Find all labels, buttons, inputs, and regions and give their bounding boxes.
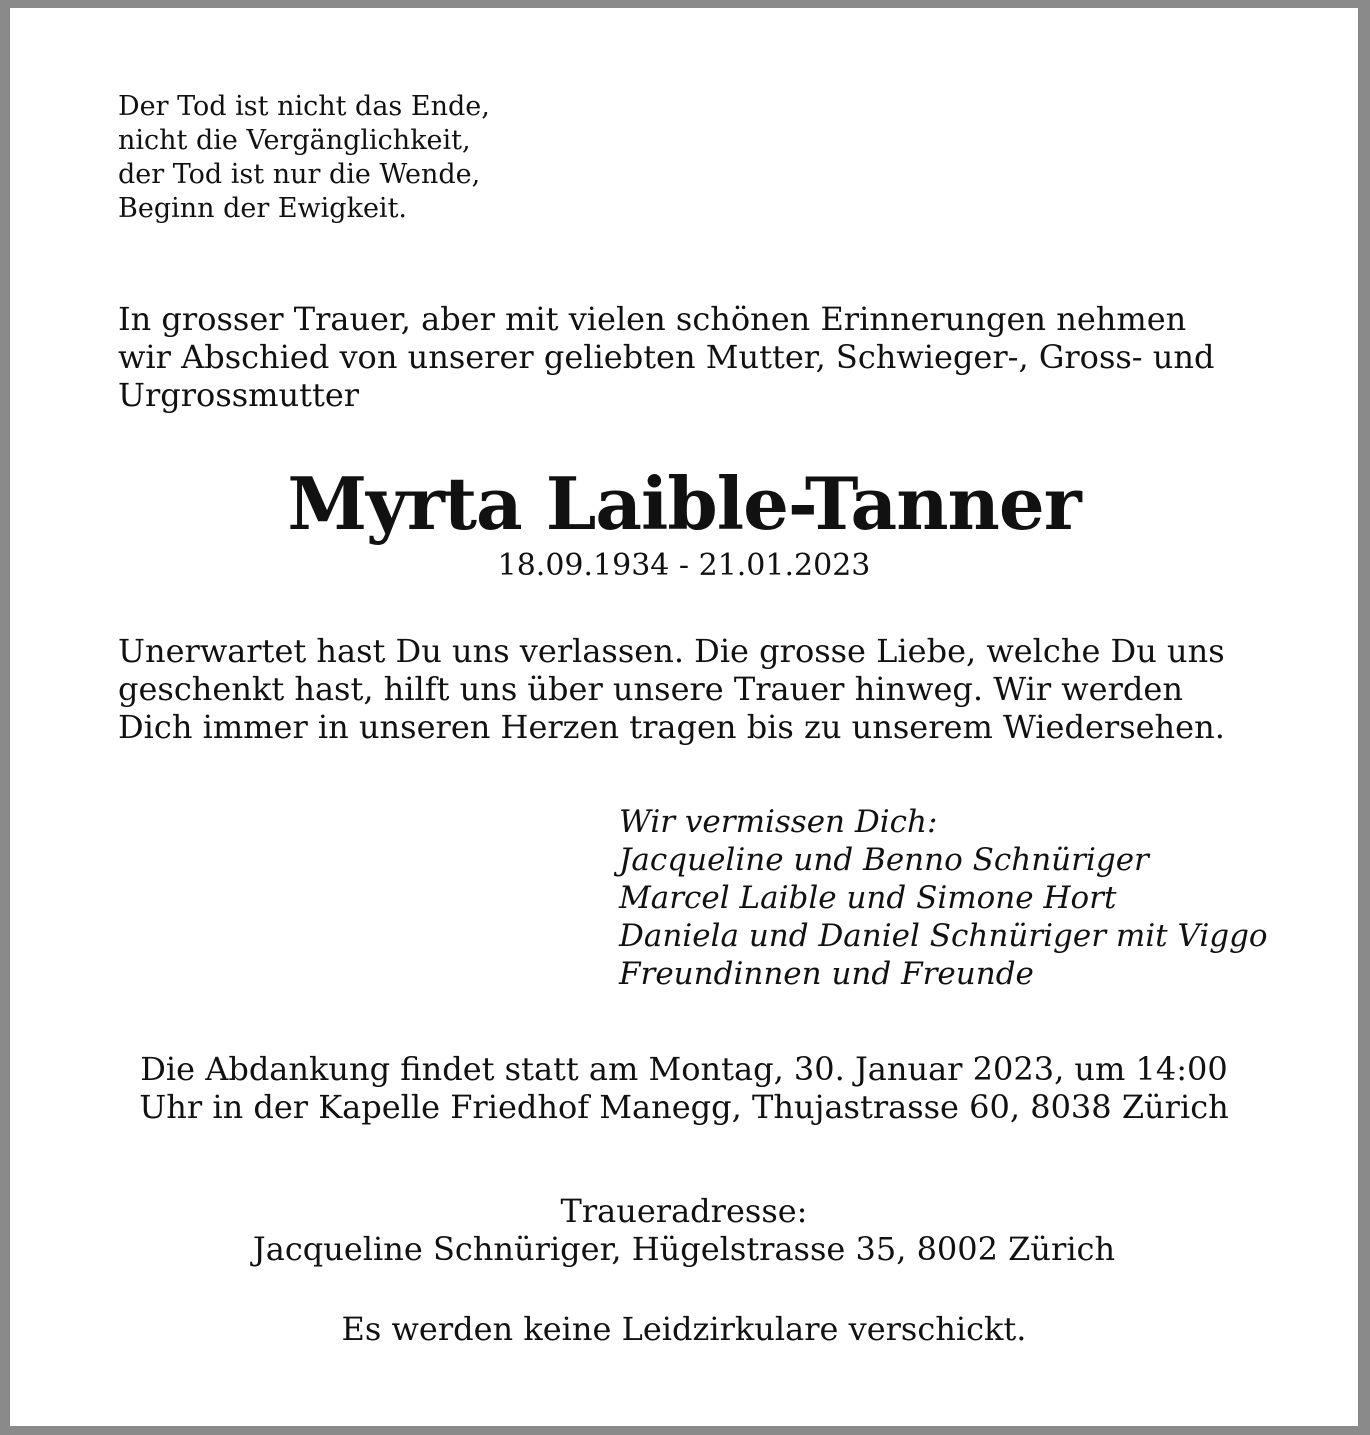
poem	[118, 90, 490, 226]
mourner-entry: Jacqueline und Benno Schnüriger	[619, 842, 1149, 878]
message-line: Dich immer in unseren Herzen tragen bis zu unserem Wiedersehen.	[118, 708, 1225, 746]
service-line: Die Abdankung findet statt am Montag, 30. Januar 2023, um 14:00	[140, 1050, 1228, 1088]
deceased-name: Myrta Laible-Tanner	[287, 461, 1081, 546]
life-dates: 18.09.1934 - 21.01.2023	[497, 548, 871, 583]
message-line: Unerwartet hast Du uns verlassen. Die grosse Liebe, welche Du uns	[118, 632, 1225, 670]
service-line: Uhr in der Kapelle Friedhof Manegg, Thujastrasse 60, 8038 Zürich	[139, 1088, 1229, 1126]
mourners-list	[619, 803, 1268, 993]
mourner-entry: Daniela und Daniel Schnüriger mit Viggo	[619, 918, 1268, 954]
poem-line: Der Tod ist nicht das Ende,	[118, 91, 490, 122]
mourners-heading: Wir vermissen Dich:	[619, 804, 938, 840]
mourning-address	[10, 1192, 1358, 1268]
obituary-page	[10, 8, 1358, 1426]
message-line: geschenkt hast, hilft uns über unsere Trauer hinweg. Wir werden	[118, 670, 1183, 708]
mourner-entry: Freundinnen und Freunde	[619, 956, 1034, 992]
intro-line: Urgrossmutter	[118, 376, 360, 414]
poem-line: der Tod ist nur die Wende,	[118, 159, 481, 190]
intro-paragraph	[118, 300, 1214, 414]
message-paragraph	[118, 632, 1225, 746]
poem-line: Beginn der Ewigkeit.	[118, 193, 407, 224]
service-info	[10, 1050, 1358, 1126]
address-label: Traueradresse:	[560, 1192, 808, 1230]
circulars-notice: Es werden keine Leidzirkulare verschickt.	[341, 1310, 1027, 1348]
poem-line: nicht die Vergänglichkeit,	[118, 125, 471, 156]
mourner-entry: Marcel Laible und Simone Hort	[619, 880, 1117, 916]
intro-line: In grosser Trauer, aber mit vielen schönen Erinnerungen nehmen	[118, 300, 1187, 338]
intro-line: wir Abschied von unserer geliebten Mutter, Schwieger-, Gross- und	[118, 338, 1215, 376]
address-value: Jacqueline Schnüriger, Hügelstrasse 35, 8002 Zürich	[252, 1230, 1116, 1268]
